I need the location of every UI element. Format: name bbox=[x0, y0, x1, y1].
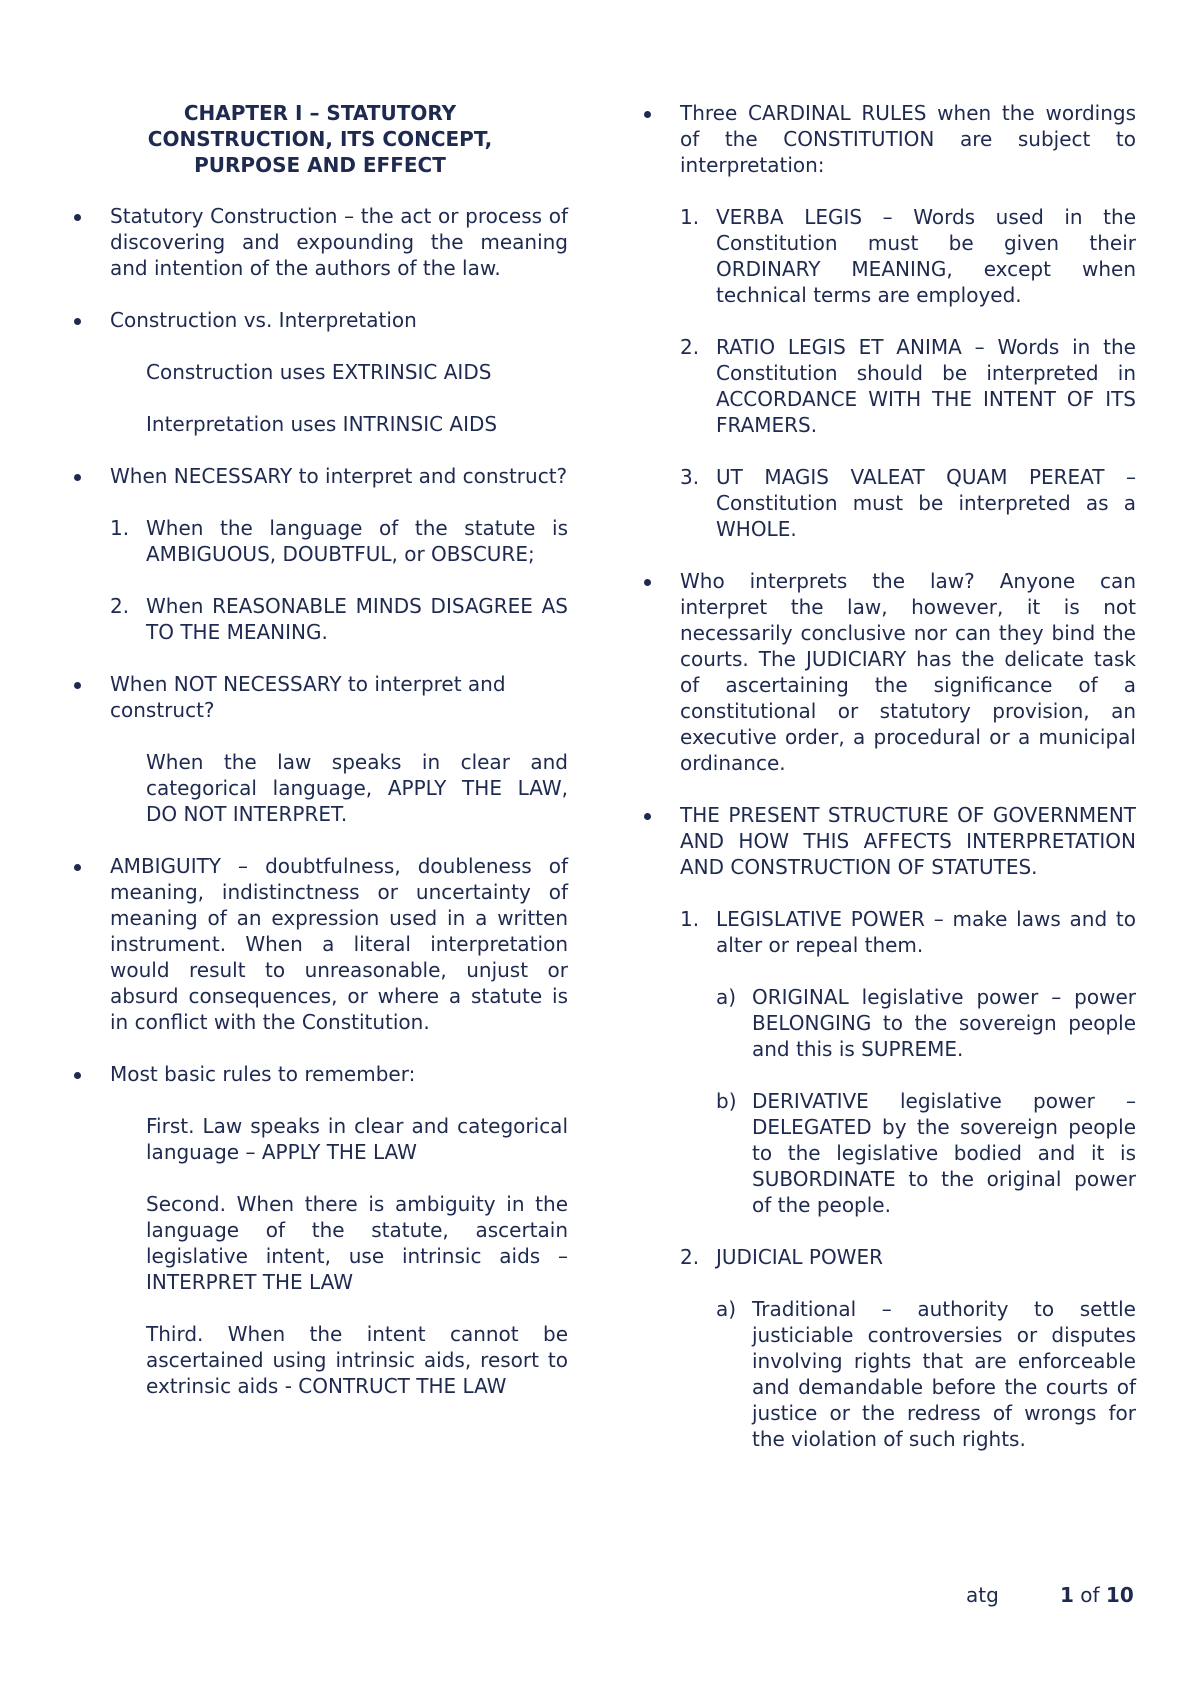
page-total: 10 bbox=[1105, 1583, 1134, 1607]
item-letter: a) bbox=[716, 1297, 737, 1321]
bullet-text: Construction vs. Interpretation bbox=[110, 308, 417, 332]
bullet-dot-icon bbox=[644, 813, 651, 820]
item-text: Traditional – authority to settle justiciable controversies or disputes involving rights that are enforceable and demandable before the courts of justice or the redress of wrongs for the violation of such rights. bbox=[752, 1297, 1136, 1451]
item-number: 1. bbox=[680, 205, 700, 229]
bullet-dot-icon bbox=[644, 579, 651, 586]
page-current: 1 bbox=[1060, 1583, 1074, 1607]
bullet-dot-icon bbox=[74, 474, 81, 481]
bullet-present-structure bbox=[642, 802, 1136, 1452]
sub-paragraphs bbox=[110, 1113, 568, 1399]
chapter-title bbox=[72, 100, 568, 178]
lettered-item bbox=[716, 1088, 1136, 1218]
numbered-item bbox=[680, 1244, 1136, 1452]
item-number: 2. bbox=[680, 335, 700, 359]
bullet-text: When NOT NECESSARY to interpret and construct? bbox=[110, 672, 506, 722]
page-of: of bbox=[1080, 1583, 1100, 1607]
bullet-basic-rules bbox=[72, 1061, 568, 1399]
left-column bbox=[72, 100, 568, 1425]
item-text: JUDICIAL POWER bbox=[716, 1245, 883, 1269]
numbered-item bbox=[680, 464, 1136, 542]
bullet-text: Three CARDINAL RULES when the wordings of the CONSTITUTION are subject to interpretation: bbox=[680, 101, 1136, 177]
numbered-item bbox=[680, 204, 1136, 308]
item-number: 1. bbox=[680, 907, 700, 931]
item-text: UT MAGIS VALEAT QUAM PEREAT – Constitution must be interpreted as a WHOLE. bbox=[716, 465, 1136, 541]
sub-paragraph: Construction uses EXTRINSIC AIDS bbox=[146, 360, 492, 384]
bullet-when-not-necessary bbox=[72, 671, 568, 827]
item-number: 2. bbox=[680, 1245, 700, 1269]
item-letter: a) bbox=[716, 985, 737, 1009]
item-text: DERIVATIVE legislative power – DELEGATED by the sovereign people to the legislative bodied and it is SUBORDINATE to the original power of the people. bbox=[752, 1089, 1136, 1217]
bullet-text: AMBIGUITY – doubtfulness, doubleness of meaning, indistinctness or uncertainty of meaning of an expression used in a written instrument. When a literal interpretation would result to unreasonable, unjust or absurd consequences, or where a statute is in conflict with the Constitution. bbox=[110, 854, 568, 1034]
lettered-item bbox=[716, 1296, 1136, 1452]
sub-paragraph: First. Law speaks in clear and categorical language – APPLY THE LAW bbox=[146, 1114, 568, 1164]
item-number: 3. bbox=[680, 465, 700, 489]
bullet-ambiguity bbox=[72, 853, 568, 1035]
item-text: RATIO LEGIS ET ANIMA – Words in the Constitution should be interpreted in ACCORDANCE WITH THE INTENT OF ITS FRAMERS. bbox=[716, 335, 1136, 437]
sub-paragraph: Interpretation uses INTRINSIC AIDS bbox=[146, 412, 498, 436]
bullet-text: THE PRESENT STRUCTURE OF GOVERNMENT AND HOW THIS AFFECTS INTERPRETATION AND CONSTRUCTION OF STATUTES. bbox=[680, 803, 1136, 879]
bullet-dot-icon bbox=[74, 318, 81, 325]
item-letter: b) bbox=[716, 1089, 737, 1113]
item-text: ORIGINAL legislative power – power BELONGING to the sovereign people and this is SUPREME. bbox=[752, 985, 1136, 1061]
right-column bbox=[642, 100, 1136, 1478]
bullet-text: Who interprets the law? Anyone can interpret the law, however, it is not necessarily conclusive nor can they bind the courts. The JUDICIARY has the delicate task of ascertaining the significance of a constitutional or statutory provision, an executive order, a procedural or a municipal ordinance. bbox=[680, 569, 1136, 775]
item-text: VERBA LEGIS – Words used in the Constitution must be given their ORDINARY MEANING, except when technical terms are employed. bbox=[716, 205, 1136, 307]
numbered-item bbox=[110, 593, 568, 645]
bullet-dot-icon bbox=[74, 682, 81, 689]
bullet-statutory-construction bbox=[72, 203, 568, 281]
bullet-who-interprets bbox=[642, 568, 1136, 776]
bullet-text: Most basic rules to remember: bbox=[110, 1062, 416, 1086]
title-line: CONSTRUCTION, ITS CONCEPT, bbox=[147, 127, 493, 151]
item-text: When the language of the statute is AMBIGUOUS, DOUBTFUL, or OBSCURE; bbox=[146, 516, 568, 566]
item-text: When REASONABLE MINDS DISAGREE AS TO THE MEANING. bbox=[146, 594, 568, 644]
page-number bbox=[1060, 1582, 1134, 1608]
title-line: PURPOSE AND EFFECT bbox=[194, 153, 446, 177]
numbered-item bbox=[110, 515, 568, 567]
bullet-dot-icon bbox=[644, 111, 651, 118]
sub-paragraph: Third. When the intent cannot be ascertained using intrinsic aids, resort to extrinsic aids - CONTRUCT THE LAW bbox=[146, 1322, 568, 1398]
item-number: 2. bbox=[110, 594, 130, 618]
bullet-when-necessary bbox=[72, 463, 568, 645]
bullet-cardinal-rules bbox=[642, 100, 1136, 542]
bullet-dot-icon bbox=[74, 864, 81, 871]
bullet-construction-vs-interpretation bbox=[72, 307, 568, 437]
bullet-text: When NECESSARY to interpret and construct? bbox=[110, 464, 568, 488]
bullet-dot-icon bbox=[74, 1072, 81, 1079]
sub-paragraph: Second. When there is ambiguity in the language of the statute, ascertain legislative intent, use intrinsic aids – INTERPRET THE LAW bbox=[146, 1192, 568, 1294]
numbered-item bbox=[680, 334, 1136, 438]
lettered-item bbox=[716, 984, 1136, 1062]
bullet-text: Statutory Construction – the act or process of discovering and expounding the meaning and intention of the authors of the law. bbox=[110, 204, 568, 280]
item-text: LEGISLATIVE POWER – make laws and to alter or repeal them. bbox=[716, 907, 1136, 957]
sub-paragraphs bbox=[110, 359, 568, 437]
sub-paragraphs bbox=[110, 749, 568, 827]
numbered-item bbox=[680, 906, 1136, 1218]
sub-paragraph: When the law speaks in clear and categorical language, APPLY THE LAW, DO NOT INTERPRET. bbox=[146, 750, 568, 826]
item-number: 1. bbox=[110, 516, 130, 540]
footer-author: atg bbox=[966, 1583, 999, 1607]
title-line: CHAPTER I – STATUTORY bbox=[183, 101, 457, 125]
bullet-dot-icon bbox=[74, 214, 81, 221]
